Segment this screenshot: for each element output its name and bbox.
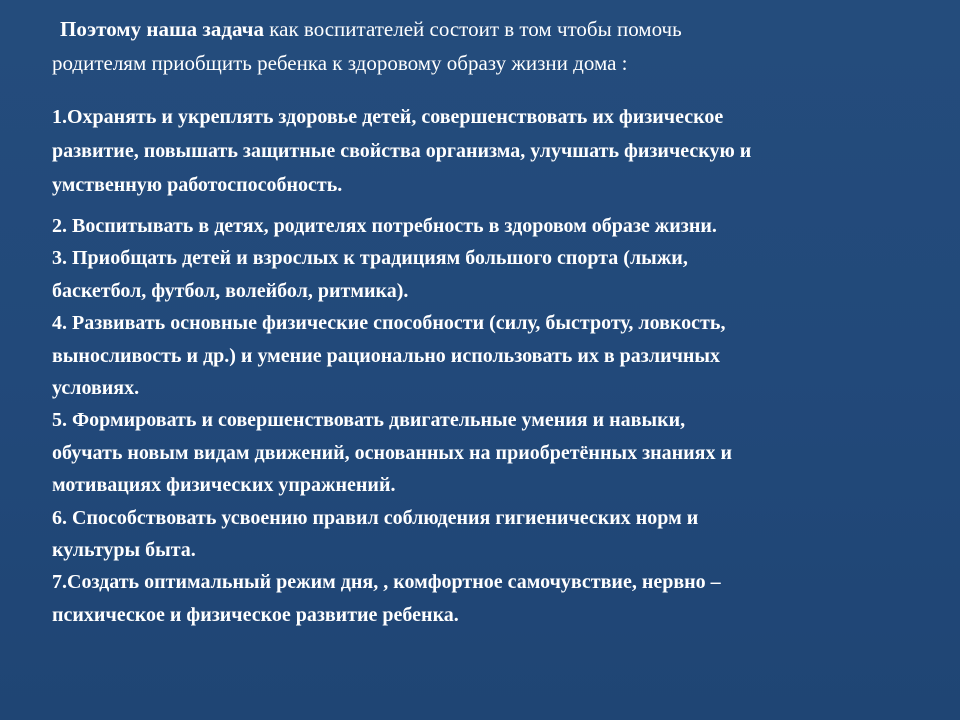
task-line: выносливость и др.) и умение рационально использовать их в различных [52, 344, 721, 367]
task-line: умственную работоспособность. [52, 174, 343, 196]
task-line: 3. Приобщать детей и взрослых к традициям большого спорта (лыжи, [52, 247, 688, 270]
task-line: баскетбол, футбол, волейбол, ритмика). [52, 279, 409, 302]
task-line: 2. Воспитывать в детях, родителях потребность в здоровом образе жизни. [52, 215, 717, 237]
task-line: 7.Создать оптимальный режим дня, , комфортное самочувствие, нервно – [52, 571, 721, 594]
task-line: 5. Формировать и совершенствовать двигательные умения и навыки, [52, 409, 686, 432]
task-line: условиях. [52, 377, 140, 400]
task-items-2-7 [52, 210, 922, 631]
task-line: мотивациях физических упражнений. [52, 474, 396, 497]
task-line: 6. Способствовать усвоению правил соблюдения гигиенических норм и [52, 506, 699, 529]
task-line: 1.Охранять и укреплять здоровье детей, совершенствовать их физическое [52, 106, 724, 128]
task-line: 4. Развивать основные физические способности (силу, быстроту, ловкость, [52, 312, 726, 335]
intro-line-one: как воспитателей состоит в том чтобы помочь [264, 17, 682, 41]
task-line: обучать новым видам движений, основанных на приобретённых знаниях и [52, 441, 733, 464]
intro-line-two: родителям приобщить ребенка к здоровому образу жизни дома : [52, 51, 628, 75]
intro-paragraph [52, 12, 912, 80]
task-line: психическое и физическое развитие ребенка. [52, 603, 459, 626]
task-item-1 [52, 100, 922, 202]
task-line: развитие, повышать защитные свойства организма, улучшать физическую и [52, 140, 752, 162]
task-list [52, 100, 922, 631]
task-line: культуры быта. [52, 539, 196, 562]
intro-bold-lead: Поэтому наша задача [60, 17, 265, 41]
